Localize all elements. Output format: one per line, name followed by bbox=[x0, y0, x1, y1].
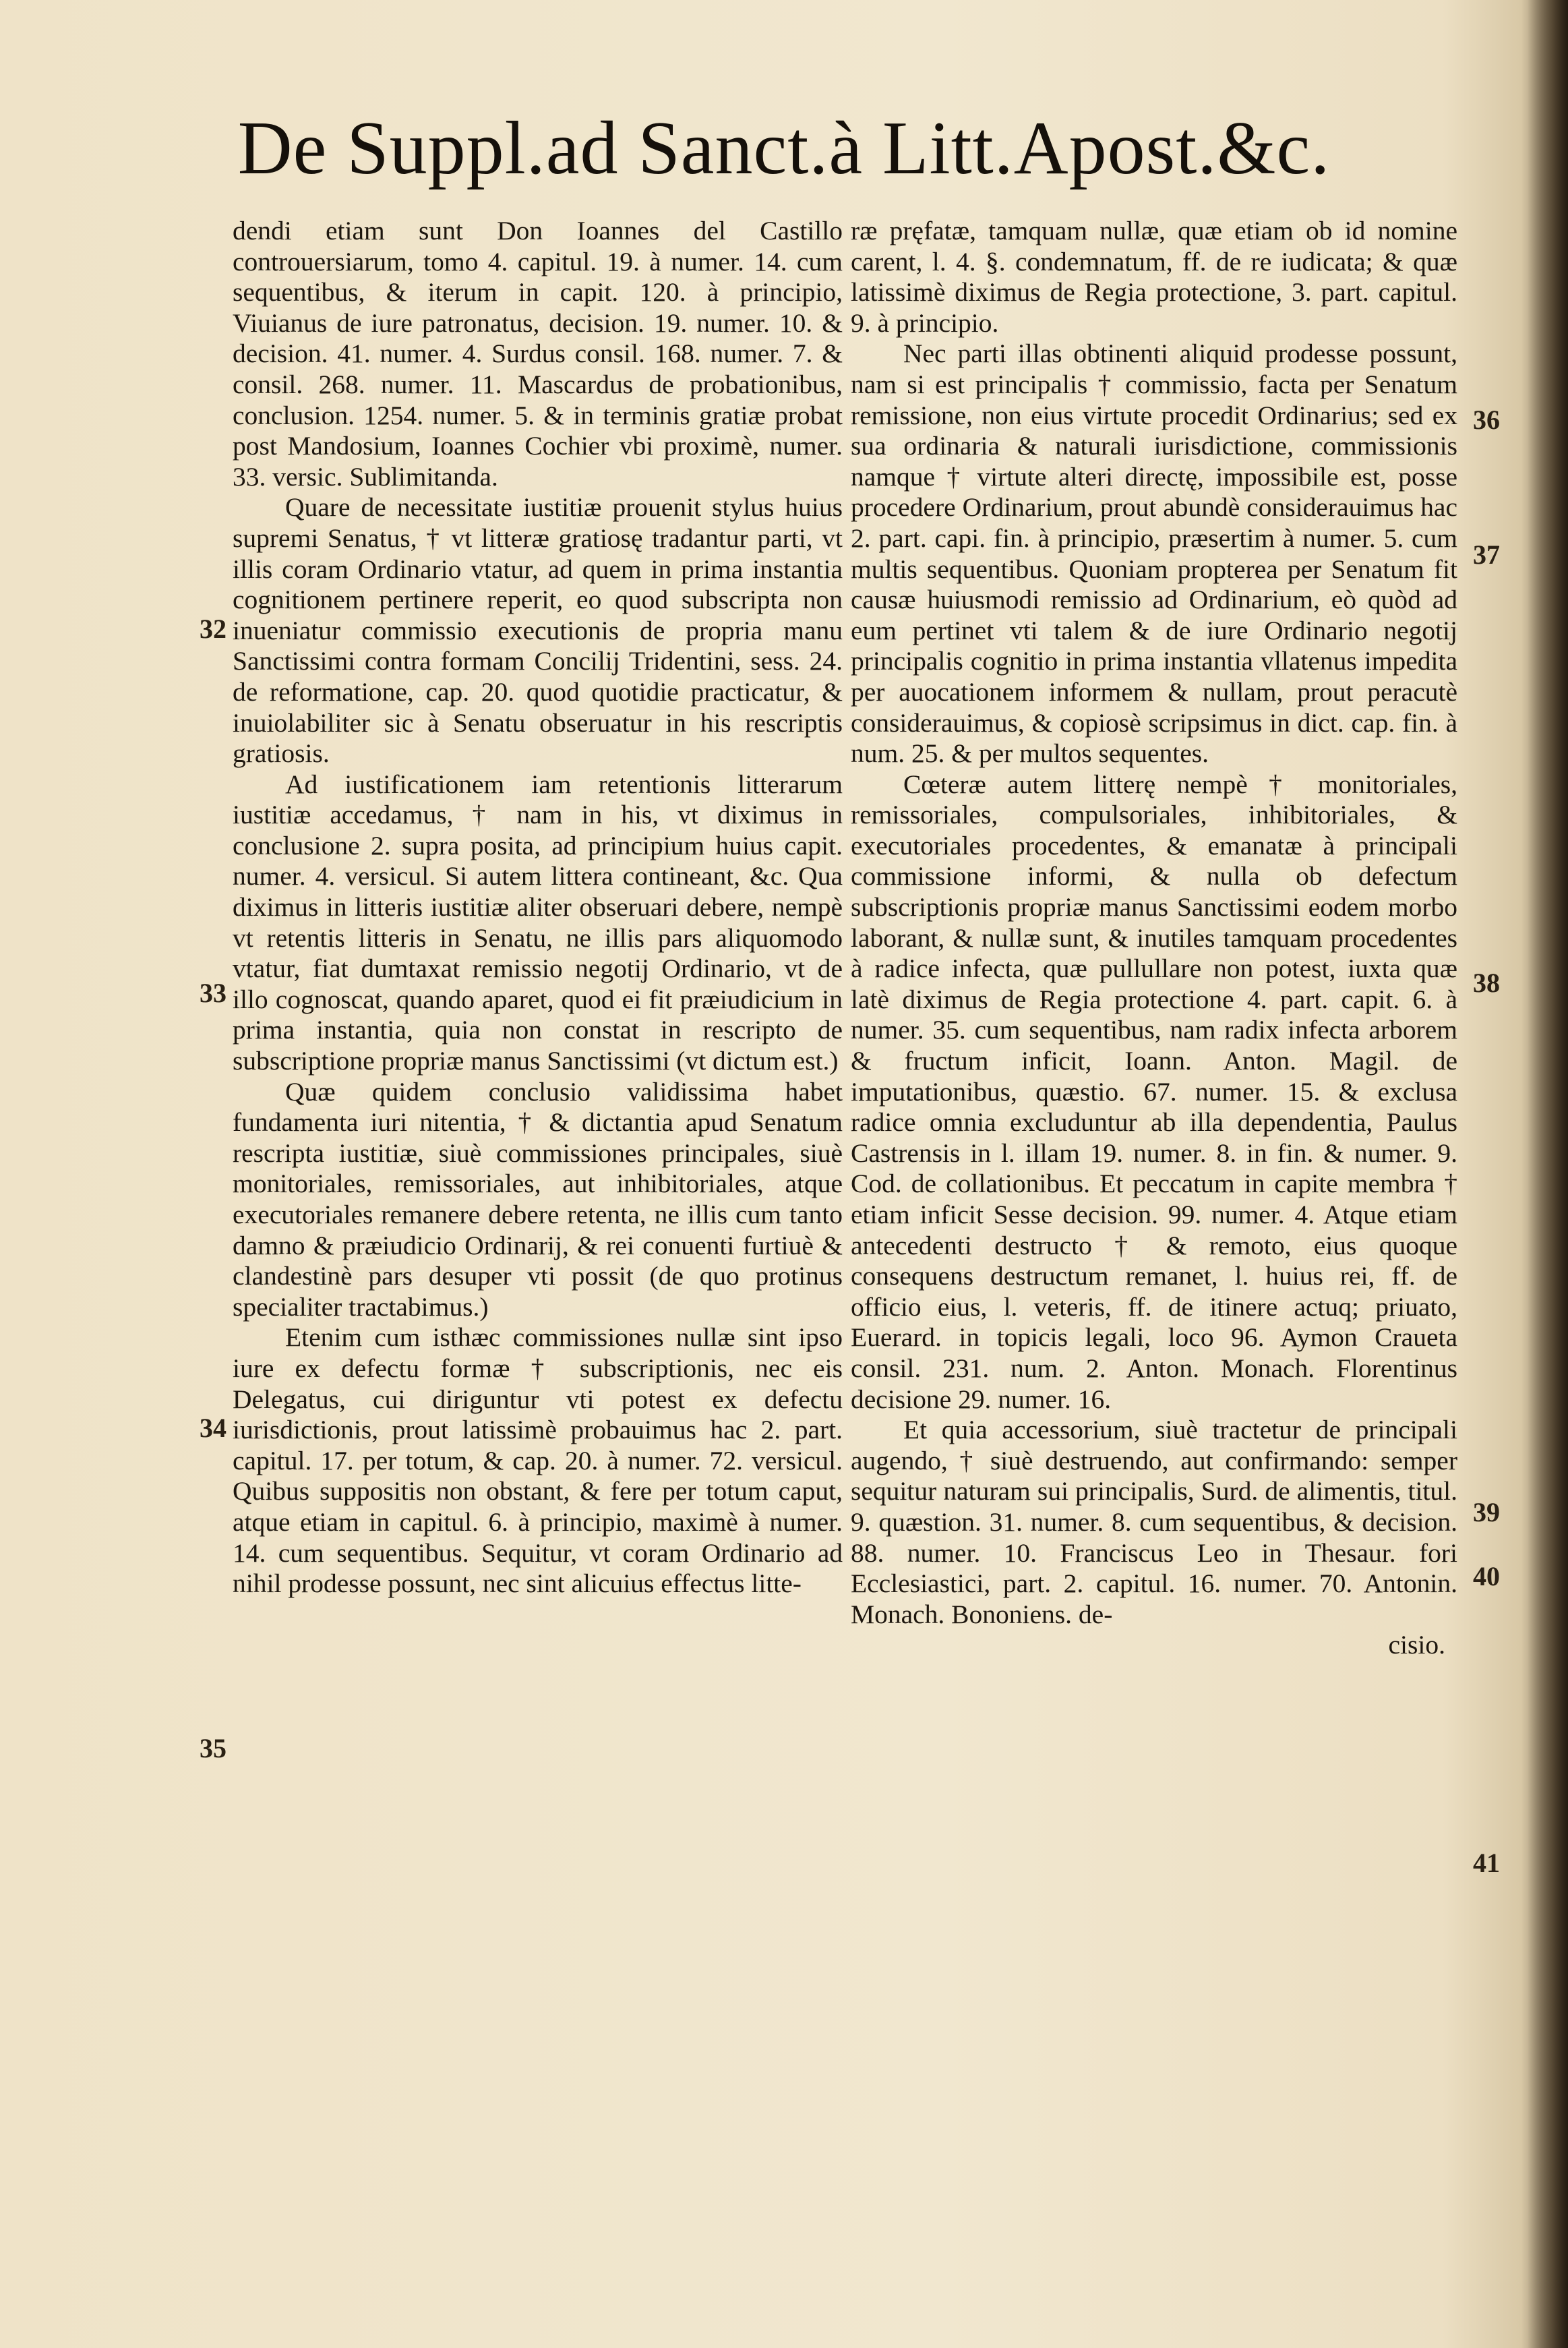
marginal-number: 41 bbox=[1473, 1848, 1500, 1878]
marginal-number: 34 bbox=[200, 1413, 227, 1443]
catchword: cisio. bbox=[1388, 1630, 1445, 1660]
marginal-number: 38 bbox=[1473, 968, 1500, 998]
paragraph: Etenim cum isthæc commissiones nullæ sint ipso iure ex defectu formæ † subscriptionis, nec eis Delegatus, cui diriguntur vti potest ex defectu iurisdictionis, prout latissimè probauimus hac 2. part. capitul. 17. per totum, & cap. 20. à numer. 72. versicul. Quibus suppositis non obstant, & fere per totum caput, atque etiam in capitul. 6. à principio, maximè à numer. 14. cum sequentibus. Sequitur, vt coram Ordinario ad nihil prodesse possunt, nec sint alicuius effectus litte- bbox=[233, 1322, 843, 1599]
marginal-number: 36 bbox=[1473, 405, 1500, 435]
right-text-column bbox=[851, 216, 1457, 1661]
left-text-column bbox=[233, 216, 843, 1599]
marginal-number: 37 bbox=[1473, 539, 1500, 570]
book-spine-shadow bbox=[1528, 0, 1568, 2348]
marginal-number: 40 bbox=[1473, 1561, 1500, 1591]
marginal-number: 39 bbox=[1473, 1497, 1500, 1527]
paragraph: dendi etiam sunt Don Ioannes del Castillo controuersiarum, tomo 4. capitul. 19. à numer. 14. cum sequentibus, & iterum in capit. 120. à principio, Viuianus de iure patronatus, decision. 19. numer. 10. & decision. 41. numer. 4. Surdus consil. 168. numer. 7. & consil. 268. numer. 11. Mascardus de probationibus, conclusion. 1254. numer. 5. & in terminis gratiæ probat post Mandosium, Ioannes Cochier vbi proximè, numer. 33. versic. Sublimitanda. bbox=[233, 216, 843, 492]
paragraph: Quare de necessitate iustitiæ prouenit stylus huius supremi Senatus, † vt litteræ gratiosę tradantur parti, vt illis coram Ordinario vtatur, ad quem in prima instantia cognitionem pertinere reperit, eo quod subscripta non inueniatur commissio executionis de propria manu Sanctissimi contra formam Concilij Tridentini, sess. 24. de reformatione, cap. 20. quod quotidie practicatur, & inuiolabiliter sic à Senatu obseruatur in his rescriptis gratiosis. bbox=[233, 492, 843, 769]
running-title: De Suppl.ad Sanct.à Litt.Apost.&c. bbox=[237, 107, 1331, 190]
paragraph: Nec parti illas obtinenti aliquid prodesse possunt, nam si est principalis † commissio, facta per Senatum remissione, non eius virtute procedit Ordinarius; sed ex sua ordinaria & naturali iurisdictione, commissionis namque † virtute alteri directę, impossibile est, posse procedere Ordinarium, prout abundè considerauimus hac 2. part. capi. fin. à principio, præsertim à numer. 5. cum multis sequentibus. Quoniam propterea per Senatum fit causæ huiusmodi remissio ad Ordinarium, eò quòd ad eum pertinet vti talem & de iure Ordinario negotij principalis cognitio in prima instantia vllatenus impedita per auocationem informem & nullam, prout peracutè considerauimus, & copiosè scripsimus in dict. cap. fin. à num. 25. & per multos sequentes. bbox=[851, 339, 1457, 769]
marginal-number: 35 bbox=[200, 1733, 227, 1763]
paragraph: Et quia accessorium, siuè tractetur de principali augendo, † siuè destruendo, aut confirmando: semper sequitur naturam sui principalis, Surd. de alimentis, titul. 9. quæstion. 31. numer. 8. cum sequentibus, & decision. 88. numer. 10. Franciscus Leo in Thesaur. fori Ecclesiastici, part. 2. capitul. 16. numer. 70. Antonin. Monach. Bononiens. de- bbox=[851, 1415, 1457, 1629]
paragraph: ræ pręfatæ, tamquam nullæ, quæ etiam ob id nomine carent, l. 4. §. condemnatum, ff. de re iudicata; & quæ latissimè diximus de Regia protectione, 3. part. capitul. 9. à principio. bbox=[851, 216, 1457, 338]
marginal-number: 32 bbox=[200, 614, 227, 644]
paragraph: Cœteræ autem litterę nempè † monitoriales, remissoriales, compulsoriales, inhibitoriales, & executoriales procedentes, & emanatæ à principali commissione informi, & nulla ob defectum subscriptionis propriæ manus Sanctissimi eodem morbo laborant, & nullæ sunt, & inutiles tamquam procedentes à radice infecta, quæ pullullare non potest, iuxta quæ latè diximus de Regia protectione 4. part. capit. 6. à numer. 35. cum sequentibus, nam radix infecta arborem & fructum inficit, Ioann. Anton. Magil. de imputationibus, quæstio. 67. numer. 15. & exclusa radice omnia excluduntur ab illa dependentia, Paulus Castrensis in l. illam 19. numer. 8. in fin. & numer. 9. Cod. de collationibus. Et peccatum in capite membra † etiam inficit Sesse decision. 99. numer. 4. Atque etiam antecedenti destructo † & remoto, eius quoque consequens destructum remanet, l. huius rei, ff. de officio eius, l. veteris, ff. de itinere actuq; priuato, Euerard. in topicis legali, loco 96. Aymon Craueta consil. 231. num. 2. Anton. Monach. Florentinus decisione 29. numer. 16. bbox=[851, 769, 1457, 1414]
paragraph: Quæ quidem conclusio validissima habet fundamenta iuri nitentia, † & dictantia apud Senatum rescripta iustitiæ, siuè commissiones principales, siuè monitoriales, remissoriales, aut inhibitoriales, atque executoriales remanere debere retenta, ne illis cum tanto damno & præiudicio Ordinarij, & rei conuenti furtiuè & clandestinè pars desuper vti possit (de quo protinus specialiter tractabimus.) bbox=[233, 1076, 843, 1322]
paragraph: Ad iustificationem iam retentionis litterarum iustitiæ accedamus, † nam in his, vt diximus in conclusione 2. supra posita, ad principium huius capit. numer. 4. versicul. Si autem littera contineant, &c. Qua diximus in litteris iustitiæ aliter obseruari debere, nempè vt retentis litteris in Senatu, ne illis pars aliquomodo vtatur, fiat dumtaxat remissio negotij Ordinario, vt de illo cognoscat, quando aparet, quod ei fit præiudicium in prima instantia, quia non constat in rescripto de subscriptione propriæ manus Sanctissimi (vt dictum est.) bbox=[233, 769, 843, 1076]
marginal-number: 33 bbox=[200, 978, 227, 1008]
